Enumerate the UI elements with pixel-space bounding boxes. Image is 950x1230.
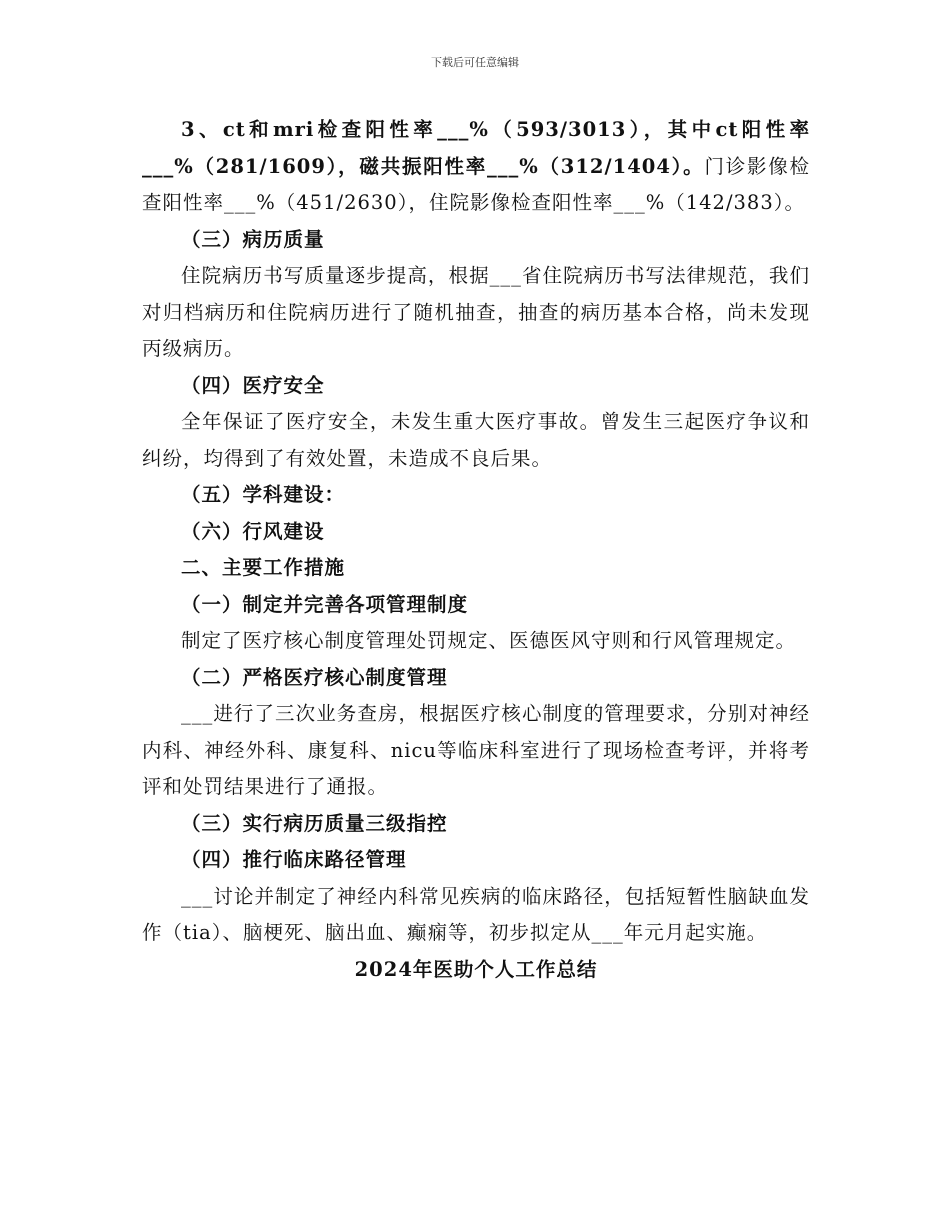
heading-conduct-building: （六）行风建设 bbox=[181, 519, 325, 543]
document-body bbox=[142, 112, 810, 988]
paragraph-medical-safety: 全年保证了医疗安全，未发生重大医疗事故。曾发生三起医疗争议和纠纷，均得到了有效处置，未造成不良后果。 bbox=[142, 410, 810, 470]
heading-medical-safety: （四）医疗安全 bbox=[181, 373, 325, 397]
heading-medical-record-quality: （三）病历质量 bbox=[181, 227, 325, 251]
document-title: 2024年医助个人工作总结 bbox=[354, 957, 598, 981]
paragraph-core-system-management: ___进行了三次业务查房，根据医疗核心制度的管理要求，分别对神经内科、神经外科、康复科、nicu等临床科室进行了现场检查考评，并将考评和处罚结果进行了通报。 bbox=[142, 702, 810, 798]
paragraph-clinical-pathway: ___讨论并制定了神经内科常见疾病的临床路径，包括短暂性脑缺血发作（tia）、脑梗死、脑出血、癫痫等，初步拟定从___年元月起实施。 bbox=[142, 884, 810, 944]
heading-three-level-control: （三）实行病历质量三级指控 bbox=[181, 811, 448, 835]
heading-discipline-building: （五）学科建设： bbox=[181, 483, 346, 506]
paragraph-imaging-rates bbox=[142, 112, 810, 222]
page-header: 下载后可任意编辑 bbox=[431, 56, 519, 69]
heading-core-system-management: （二）严格医疗核心制度管理 bbox=[181, 665, 448, 689]
heading-clinical-pathway: （四）推行临床路径管理 bbox=[181, 848, 407, 871]
heading-main-measures: 二、主要工作措施 bbox=[181, 556, 346, 579]
imaging-rates-bold: 3、ct和mri检查阳性率___%（593/3013），其中ct阳性率___%（281/1609），磁共振阳性率___%（312/1404）。 bbox=[142, 118, 810, 178]
paragraph-medical-record-quality: 住院病历书写质量逐步提高，根据___省住院病历书写法律规范，我们对归档病历和住院病历进行了随机抽查，抽查的病历基本合格，尚未发现丙级病历。 bbox=[142, 264, 810, 360]
imaging-rates-normal: 门诊影像检查阳性率___%（451/2630），住院影像检查阳性率___%（142/383）。 bbox=[142, 154, 810, 214]
heading-management-system: （一）制定并完善各项管理制度 bbox=[181, 592, 469, 616]
paragraph-management-system: 制定了医疗核心制度管理处罚规定、医德医风守则和行风管理规定。 bbox=[181, 629, 797, 652]
